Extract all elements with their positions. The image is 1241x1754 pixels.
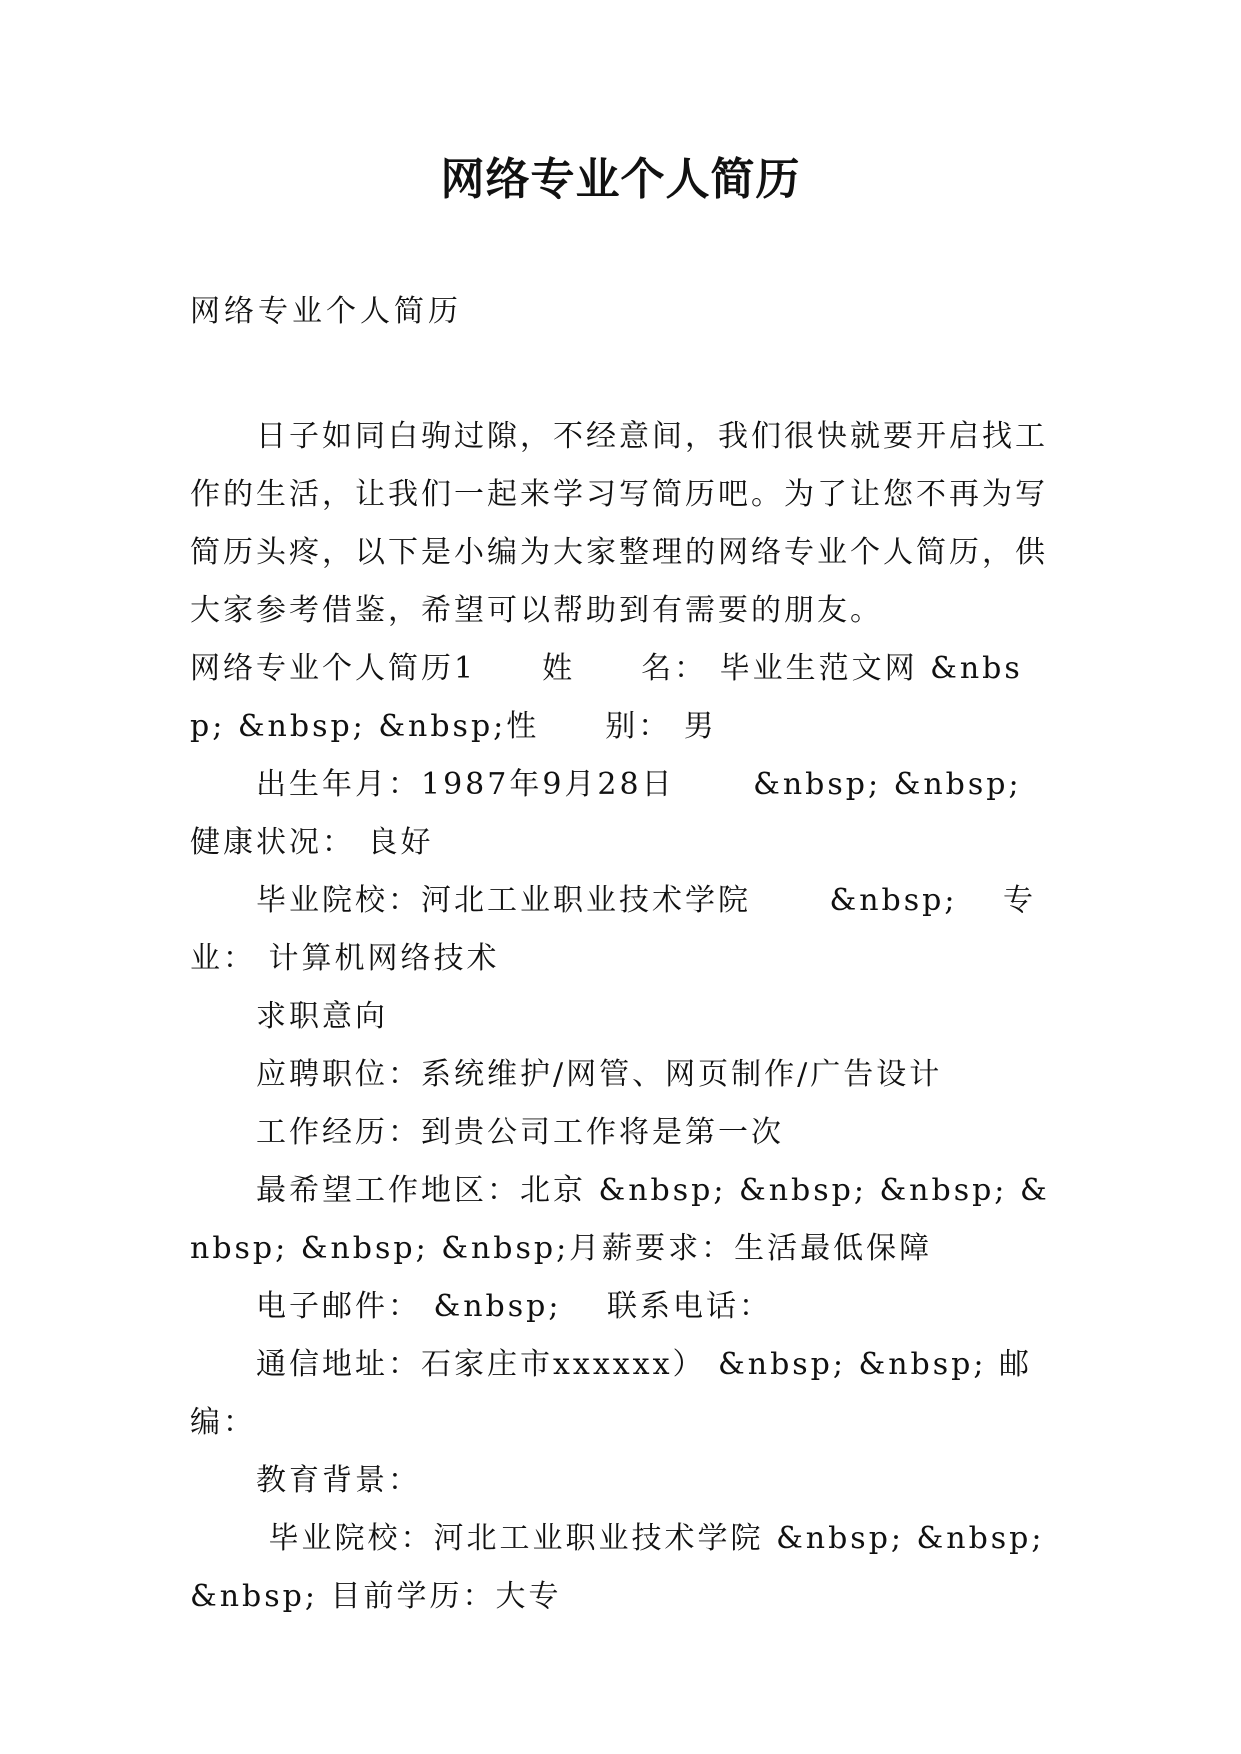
- document-title: 网络专业个人简历: [440, 154, 801, 205]
- resume-line-name-gender: 网络专业个人简历1 姓 名： 毕业生范文网 &nbsp; &nbsp; &nbsp;性 别： 男: [190, 651, 1023, 744]
- resume-line-school-major: 毕业院校：河北工业职业技术学院 &nbsp; 专业： 计算机网络技术: [190, 883, 1037, 976]
- resume-line-education-degree: 毕业院校：河北工业职业技术学院 &nbsp; &nbsp; &nbsp; 目前学历：大专: [190, 1521, 1058, 1614]
- resume-line-email-phone: 电子邮件： &nbsp; 联系电话：: [256, 1289, 773, 1324]
- intro-paragraph: 日子如同白驹过隙，不经意间，我们很快就要开启找工作的生活，让我们一起来学习写简历吧。为了让您不再为写简历头疼，以下是小编为大家整理的网络专业个人简历，供大家参考借鉴，希望可以帮助到有需要的朋友。: [190, 419, 1048, 628]
- document-body: [190, 408, 1058, 1626]
- resume-line-experience: 工作经历：到贵公司工作将是第一次: [256, 1115, 784, 1150]
- resume-line-location-salary: 最希望工作地区：北京 &nbsp; &nbsp; &nbsp; &nbsp; &nbsp; &nbsp;月薪要求：生活最低保障: [190, 1173, 1050, 1266]
- section-heading-job-intent: 求职意向: [256, 999, 388, 1034]
- document-subtitle: 网络专业个人简历: [190, 294, 462, 329]
- resume-line-address-zip: 通信地址：石家庄市xxxxxx） &nbsp; &nbsp; 邮编：: [190, 1347, 1032, 1440]
- resume-line-birth-health: 出生年月：1987年9月28日 &nbsp; &nbsp; 健康状况： 良好: [190, 767, 1035, 860]
- resume-line-position: 应聘职位：系统维护/网管、网页制作/广告设计: [256, 1057, 943, 1092]
- section-heading-education: 教育背景：: [256, 1463, 421, 1498]
